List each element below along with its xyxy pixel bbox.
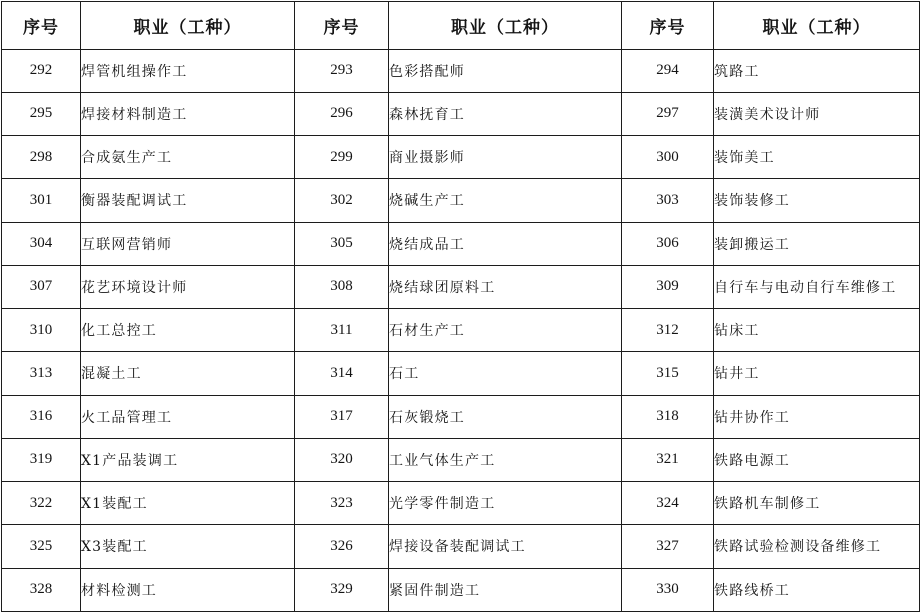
serial-number-cell: 310 [2, 309, 81, 352]
occupation-cell: 铁路机车制修工 [714, 482, 920, 525]
occupation-cell: 烧结球团原料工 [389, 265, 622, 308]
serial-number-cell: 329 [295, 568, 389, 611]
occupation-cell: 钻井协作工 [714, 395, 920, 438]
serial-number-cell: 303 [622, 179, 714, 222]
serial-number-cell: 322 [2, 482, 81, 525]
serial-number-cell: 317 [295, 395, 389, 438]
serial-number-cell: 328 [2, 568, 81, 611]
column-header-occupation: 职业（工种） [389, 2, 622, 50]
table-row [2, 92, 920, 135]
serial-number-cell: 297 [622, 92, 714, 135]
table-row [2, 525, 920, 568]
occupation-cell: 紧固件制造工 [389, 568, 622, 611]
table-row [2, 395, 920, 438]
serial-number-cell: 302 [295, 179, 389, 222]
occupation-cell: 铁路试验检测设备维修工 [714, 525, 920, 568]
serial-number-cell: 326 [295, 525, 389, 568]
table-row [2, 136, 920, 179]
serial-number-cell: 320 [295, 438, 389, 481]
occupation-cell: 装饰美工 [714, 136, 920, 179]
serial-number-cell: 296 [295, 92, 389, 135]
table-row [2, 179, 920, 222]
occupation-cell: 火工品管理工 [81, 395, 295, 438]
serial-number-cell: 323 [295, 482, 389, 525]
table-row [2, 222, 920, 265]
serial-number-cell: 305 [295, 222, 389, 265]
serial-number-cell: 293 [295, 49, 389, 92]
occupation-cell: 材料检测工 [81, 568, 295, 611]
serial-number-cell: 304 [2, 222, 81, 265]
occupation-cell: 烧结成品工 [389, 222, 622, 265]
column-header-occupation: 职业（工种） [81, 2, 295, 50]
serial-number-cell: 313 [2, 352, 81, 395]
occupation-cell: X3装配工 [81, 525, 295, 568]
serial-number-cell: 300 [622, 136, 714, 179]
occupation-cell: 装潢美术设计师 [714, 92, 920, 135]
table-row [2, 352, 920, 395]
occupation-cell: 石材生产工 [389, 309, 622, 352]
occupation-cell: 光学零件制造工 [389, 482, 622, 525]
occupation-cell: 森林抚育工 [389, 92, 622, 135]
occupation-cell: X1装配工 [81, 482, 295, 525]
occupation-cell: 装卸搬运工 [714, 222, 920, 265]
serial-number-cell: 301 [2, 179, 81, 222]
occupation-cell: 混凝土工 [81, 352, 295, 395]
occupation-cell: 商业摄影师 [389, 136, 622, 179]
occupation-cell: 花艺环境设计师 [81, 265, 295, 308]
serial-number-cell: 321 [622, 438, 714, 481]
occupation-cell: 石灰锻烧工 [389, 395, 622, 438]
occupation-cell: 焊管机组操作工 [81, 49, 295, 92]
serial-number-cell: 294 [622, 49, 714, 92]
serial-number-cell: 311 [295, 309, 389, 352]
occupation-cell: 石工 [389, 352, 622, 395]
occupation-cell: 烧碱生产工 [389, 179, 622, 222]
occupation-cell: 合成氨生产工 [81, 136, 295, 179]
serial-number-cell: 292 [2, 49, 81, 92]
table-row [2, 309, 920, 352]
table-row [2, 568, 920, 611]
serial-number-cell: 330 [622, 568, 714, 611]
serial-number-cell: 325 [2, 525, 81, 568]
serial-number-cell: 315 [622, 352, 714, 395]
occupation-cell: 自行车与电动自行车维修工 [714, 265, 920, 308]
occupation-cell: 焊接设备装配调试工 [389, 525, 622, 568]
occupation-cell: 工业气体生产工 [389, 438, 622, 481]
occupation-cell: 互联网营销师 [81, 222, 295, 265]
serial-number-cell: 319 [2, 438, 81, 481]
serial-number-cell: 298 [2, 136, 81, 179]
serial-number-cell: 299 [295, 136, 389, 179]
serial-number-cell: 308 [295, 265, 389, 308]
occupation-cell: 铁路线桥工 [714, 568, 920, 611]
serial-number-cell: 324 [622, 482, 714, 525]
column-header-serial-number: 序号 [2, 2, 81, 50]
serial-number-cell: 318 [622, 395, 714, 438]
table-row [2, 265, 920, 308]
serial-number-cell: 316 [2, 395, 81, 438]
serial-number-cell: 295 [2, 92, 81, 135]
occupation-cell: 色彩搭配师 [389, 49, 622, 92]
occupation-cell: 装饰装修工 [714, 179, 920, 222]
occupation-cell: 铁路电源工 [714, 438, 920, 481]
occupation-cell: X1产品装调工 [81, 438, 295, 481]
occupation-cell: 钻井工 [714, 352, 920, 395]
serial-number-cell: 307 [2, 265, 81, 308]
occupation-cell: 焊接材料制造工 [81, 92, 295, 135]
serial-number-cell: 314 [295, 352, 389, 395]
table-row [2, 482, 920, 525]
serial-number-cell: 327 [622, 525, 714, 568]
column-header-serial-number: 序号 [295, 2, 389, 50]
serial-number-cell: 309 [622, 265, 714, 308]
column-header-serial-number: 序号 [622, 2, 714, 50]
table-row [2, 438, 920, 481]
occupation-cell: 化工总控工 [81, 309, 295, 352]
table-row [2, 49, 920, 92]
serial-number-cell: 312 [622, 309, 714, 352]
serial-number-cell: 306 [622, 222, 714, 265]
column-header-occupation: 职业（工种） [714, 2, 920, 50]
occupation-table [1, 1, 920, 612]
occupation-cell: 筑路工 [714, 49, 920, 92]
occupation-cell: 衡器装配调试工 [81, 179, 295, 222]
table-header-row [2, 2, 920, 50]
occupation-cell: 钻床工 [714, 309, 920, 352]
